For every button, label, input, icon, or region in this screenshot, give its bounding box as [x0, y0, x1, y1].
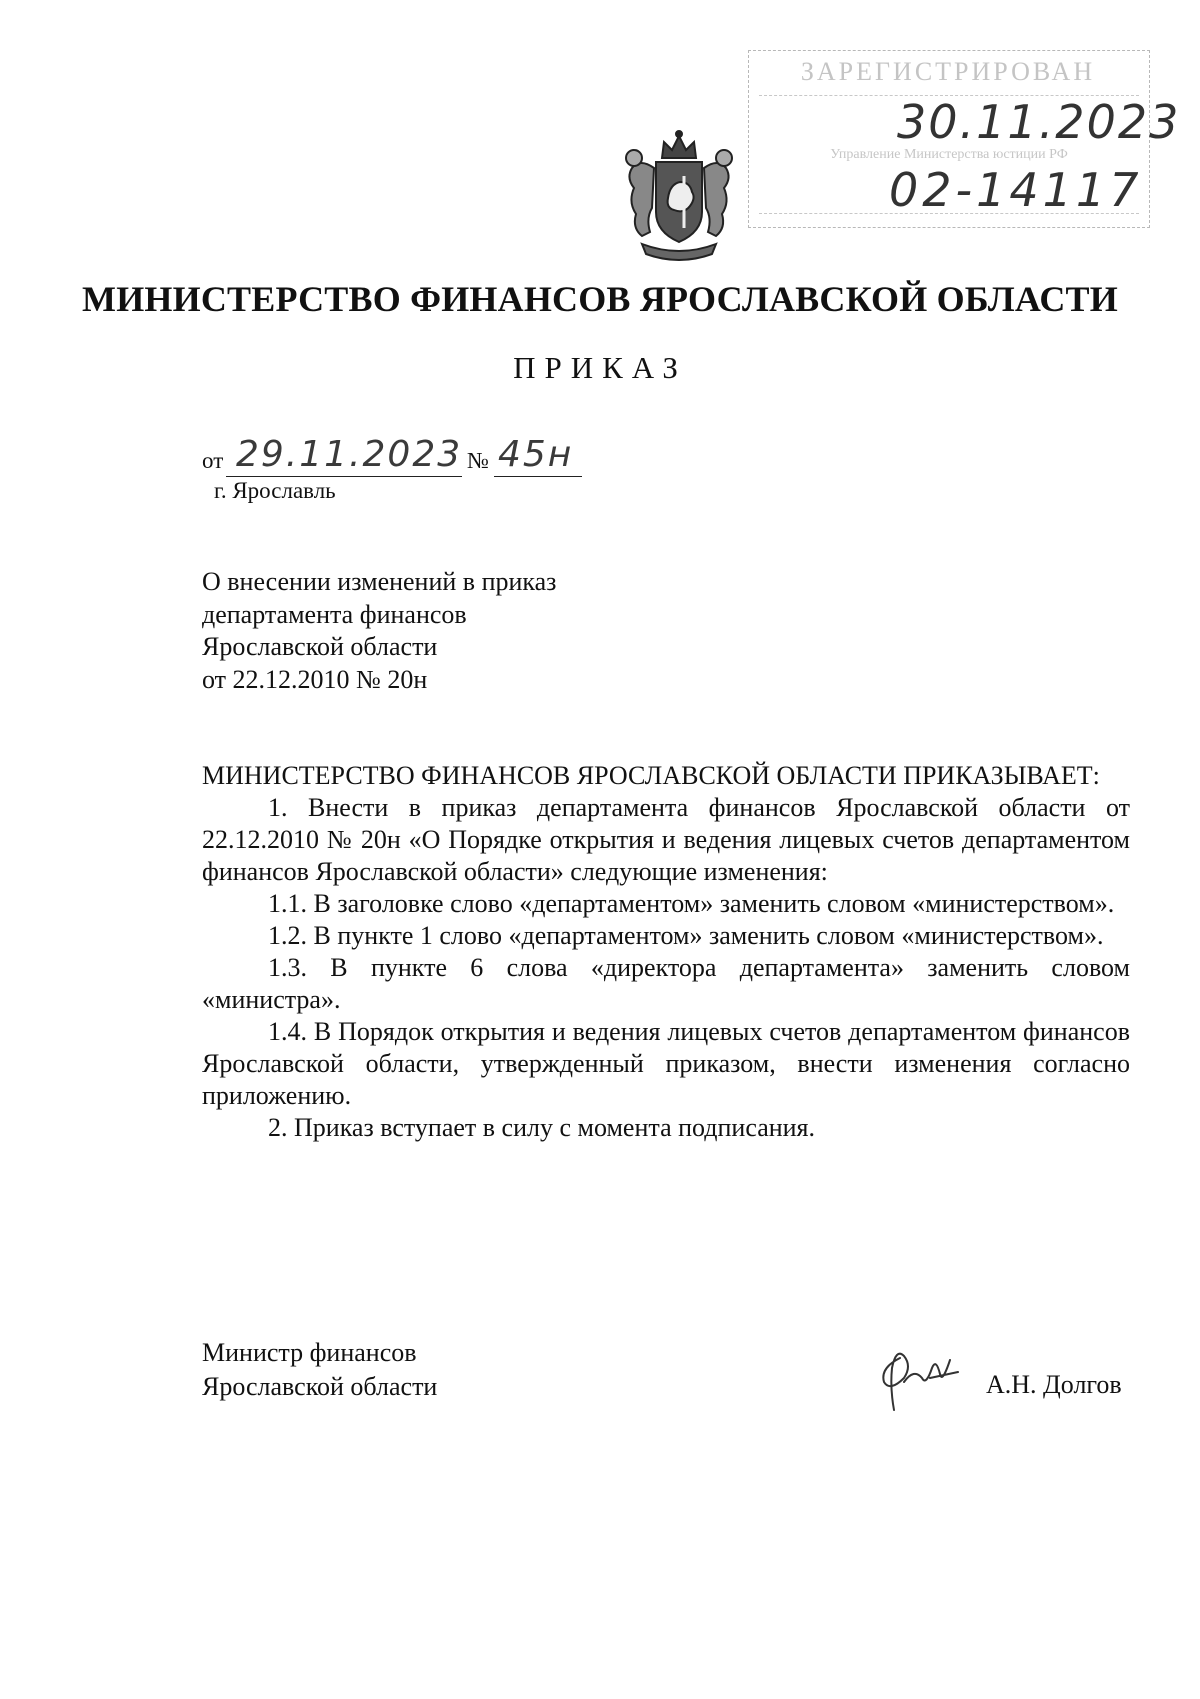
subject-line: от 22.12.2010 № 20н — [202, 664, 428, 694]
registration-stamp — [748, 50, 1181, 228]
order-item: 1.3. В пункте 6 слова «директора департамента» заменить словом «министра». — [202, 953, 1130, 1014]
signatory-position — [202, 1336, 437, 1404]
date-label: от — [202, 448, 224, 473]
order-item: 1.4. В Порядок открытия и ведения лицевых счетов департаментом финансов Ярославской области, утвержденный приказом, внести изменения согласно приложению. — [202, 1017, 1130, 1110]
stamp-header: ЗАРЕГИСТРИРОВАН — [800, 57, 1096, 86]
position-line: Ярославской области — [202, 1372, 438, 1401]
date-number-row — [202, 434, 602, 480]
subject-line: Ярославской области — [202, 632, 438, 661]
city: г. Ярославль — [214, 478, 336, 503]
coat-of-arms-icon — [612, 128, 746, 264]
stamp-number: 02-14117 — [889, 163, 1143, 217]
date-underline — [226, 476, 462, 477]
stamp-date: 30.11.2023 — [897, 95, 1181, 149]
page-title: МИНИСТЕРСТВО ФИНАНСОВ ЯРОСЛАВСКОЙ ОБЛАСТИ — [82, 279, 1118, 319]
subject-line: департамента финансов — [202, 599, 467, 629]
subject-line: О внесении изменений в приказ — [202, 567, 557, 596]
signatory-name: А.Н. Долгов — [986, 1370, 1122, 1399]
preamble: МИНИСТЕРСТВО ФИНАНСОВ ЯРОСЛАВСКОЙ ОБЛАСТИ ПРИКАЗЫВАЕТ: — [202, 761, 1100, 790]
handwritten-signature-icon — [870, 1338, 970, 1418]
document-number: 45н — [498, 434, 574, 475]
number-label: № — [467, 448, 489, 473]
document-body — [202, 760, 1130, 1144]
order-item: 1. Внести в приказ департамента финансов Ярославской области от 22.12.2010 № 20н «О Порядке открытия и ведения лицевых счетов департаментом финансов Ярославской области» следующие изменения: — [202, 793, 1130, 886]
stamp-subtitle: Управление Министерства юстиции РФ — [830, 147, 1068, 162]
order-item: 2. Приказ вступает в силу с момента подписания. — [268, 1113, 816, 1142]
document-type: ПРИКАЗ — [513, 350, 687, 385]
number-underline — [494, 476, 582, 477]
position-line: Министр финансов — [202, 1338, 417, 1367]
document-subject — [202, 566, 722, 696]
order-item: 1.2. В пункте 1 слово «департаментом» заменить словом «министерством». — [268, 921, 1104, 950]
order-item: 1.1. В заголовке слово «департаментом» заменить словом «министерством». — [268, 889, 1115, 918]
document-date: 29.11.2023 — [236, 434, 463, 475]
